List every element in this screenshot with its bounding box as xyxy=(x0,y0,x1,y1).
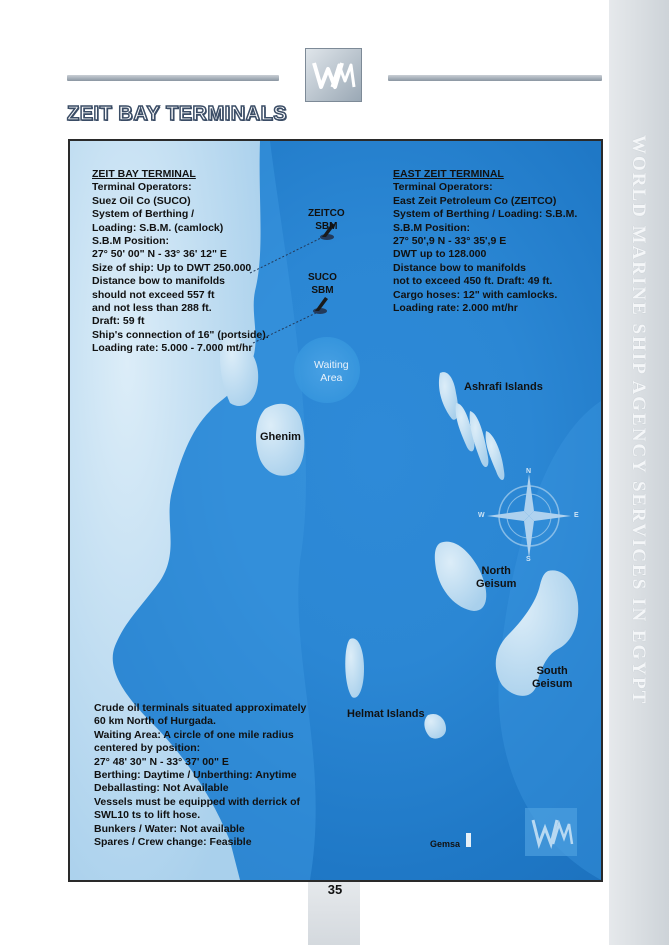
zeit-bay-line: S.B.M Position: xyxy=(92,235,169,248)
map-watermark-logo-icon xyxy=(525,808,577,856)
north-geisum-line1: North xyxy=(481,565,511,577)
compass-south: S xyxy=(526,556,531,563)
wm-logo-icon xyxy=(312,59,356,91)
general-info-line: Vessels must be equipped with derrick of xyxy=(94,795,300,808)
east-zeit-line: not to exceed 450 ft. Draft: 49 ft. xyxy=(393,275,553,288)
zeit-bay-line: Draft: 59 ft xyxy=(92,315,145,328)
suco-sbm-icon xyxy=(313,297,328,314)
suco-label-line2: SBM xyxy=(311,285,334,296)
ashrafi-island-1 xyxy=(439,372,458,420)
general-info-line: 27° 48' 30" N - 33° 37' 00" E xyxy=(94,755,229,768)
general-info-line: Berthing: Daytime / Unberthing: Anytime xyxy=(94,769,297,782)
gemsa-label: Gemsa xyxy=(430,839,461,849)
waiting-label-line1: Waiting xyxy=(314,359,349,371)
waiting-area-label xyxy=(314,359,349,385)
zeit-bay-line: and not less than 288 ft. xyxy=(92,302,212,315)
compass-east: E xyxy=(574,512,579,519)
east-zeit-line: DWT up to 128.000 xyxy=(393,248,487,261)
compass-west: W xyxy=(478,512,485,519)
east-zeit-line: 27° 50',9 N - 33° 35',9 E xyxy=(393,235,507,248)
north-geisum-line2: Geisum xyxy=(476,578,517,590)
south-geisum-line1: South xyxy=(536,665,568,677)
ashrafi-islands-label: Ashrafi Islands xyxy=(464,381,543,393)
right-sidebar xyxy=(609,0,669,945)
ghenim-label: Ghenim xyxy=(260,431,301,443)
ashrafi-island-4 xyxy=(486,431,505,480)
east-zeit-line: East Zeit Petroleum Co (ZEITCO) xyxy=(393,194,557,207)
east-zeit-line: System of Berthing / Loading: S.B.M. xyxy=(393,208,578,221)
compass-north: N xyxy=(526,468,532,475)
company-logo xyxy=(305,48,362,102)
east-zeit-info xyxy=(393,168,577,315)
helmat-islands-label: Helmat Islands xyxy=(347,708,425,720)
terminal-map xyxy=(68,139,603,882)
zeit-bay-line: Distance bow to manifolds xyxy=(92,275,226,288)
suco-sbm-label xyxy=(308,271,337,297)
header-rule-left xyxy=(67,75,279,81)
sidebar-vertical-text: WORLD MARINE SHIP AGENCY SERVICES IN EGYPT xyxy=(628,135,649,706)
general-info-line: Deballasting: Not Available xyxy=(94,782,229,795)
zeit-bay-line: Terminal Operators: xyxy=(92,181,192,194)
zeitco-sbm-label xyxy=(308,207,345,233)
helmat-island-1 xyxy=(345,638,364,697)
general-info-line: SWL10 ts to lift hose. xyxy=(94,809,201,822)
zeit-bay-heading: ZEIT BAY TERMINAL xyxy=(92,168,196,180)
east-zeit-heading: EAST ZEIT TERMINAL xyxy=(393,168,504,180)
general-info xyxy=(94,702,306,849)
east-zeit-line: Distance bow to manifolds xyxy=(393,261,527,274)
suco-label-line1: SUCO xyxy=(308,272,337,283)
south-geisum-label xyxy=(532,665,572,691)
zeit-bay-line: Ship's connection of 16" (portside). xyxy=(92,328,269,341)
general-info-line: 60 km North of Hurgada. xyxy=(94,715,216,728)
general-info-line: Bunkers / Water: Not available xyxy=(94,822,245,835)
zeitco-label-line2: SBM xyxy=(315,221,338,232)
zeit-bay-line: should not exceed 557 ft xyxy=(92,288,215,301)
east-zeit-line: S.B.M Position: xyxy=(393,221,470,234)
zeit-bay-line: Loading: S.B.M. (camlock) xyxy=(92,221,224,234)
page-title: ZEIT BAY TERMINALS xyxy=(67,103,288,125)
waiting-label-line2: Area xyxy=(320,372,343,384)
north-geisum-label xyxy=(476,565,516,591)
east-zeit-line: Terminal Operators: xyxy=(393,181,493,194)
zeit-bay-line: Size of ship: Up to DWT 250.000 xyxy=(92,261,252,274)
zeit-bay-line: 27° 50' 00" N - 33° 36' 12" E xyxy=(92,248,227,261)
header-rule-right xyxy=(388,75,602,81)
zeit-bay-line: System of Berthing / xyxy=(92,208,195,221)
east-zeit-line: Loading rate: 2.000 mt/hr xyxy=(393,302,518,315)
page-number: 35 xyxy=(327,882,343,897)
zeit-bay-line: Loading rate: 5.000 - 7.000 mt/hr xyxy=(92,342,253,355)
east-zeit-line: Cargo hoses: 12" with camlocks. xyxy=(393,288,558,301)
general-info-line: Waiting Area: A circle of one mile radius xyxy=(94,728,294,741)
south-geisum-line2: Geisum xyxy=(532,678,573,690)
general-info-line: centered by position: xyxy=(94,742,201,755)
general-info-line: Spares / Crew change: Feasible xyxy=(94,836,252,849)
helmat-island-2 xyxy=(424,714,446,739)
zeitco-label-line1: ZEITCO xyxy=(308,208,345,219)
zeit-bay-line: Suez Oil Co (SUCO) xyxy=(92,194,191,207)
zeit-bay-info xyxy=(92,168,269,356)
gemsa-marker xyxy=(466,833,471,847)
general-info-line: Crude oil terminals situated approximately xyxy=(94,702,307,714)
